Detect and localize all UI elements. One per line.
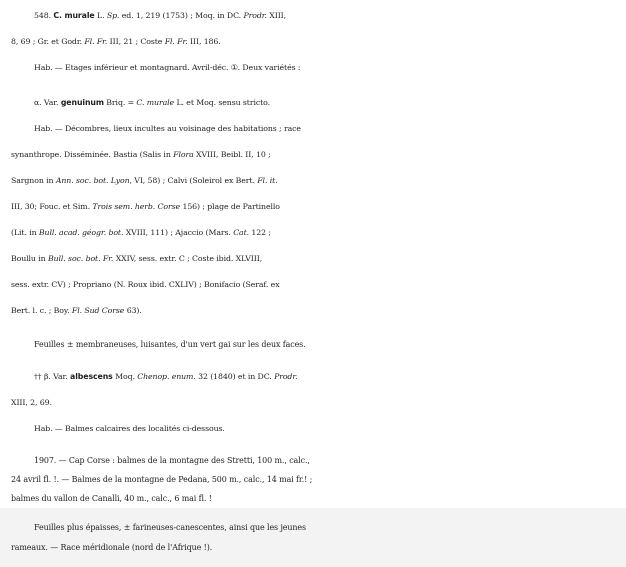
species-name: C. murale — [53, 11, 95, 20]
variety-alpha-text-line: (Lit. in Bull. acad. géogr. bot. XVIII, 111) ; Ajaccio (Mars. Cat. 122 ; — [11, 228, 271, 237]
variety-beta-heading: †† β. Var. albescens Moq. Chenop. enum. 32 (1840) et in DC. Prodr. — [34, 372, 298, 381]
variety-beta-note: Feuilles plus épaisses, ± farineuses-canescentes, ainsi que les jeunes — [34, 523, 306, 532]
footer-shade — [0, 508, 626, 567]
variety-beta-citation-line: XIII, 2, 69. — [11, 398, 52, 407]
entry-number: 548. — [34, 11, 51, 20]
variety-alpha-text-line: Sargnon in Ann. soc. bot. Lyon, VI, 58) ; Calvi (Soleirol ex Bert. Fl. it. — [11, 176, 278, 185]
variety-alpha-name: genuinum — [60, 98, 104, 107]
entry-heading: 548. C. murale L. Sp. ed. 1, 219 (1753) ; Moq. in DC. Prodr. XIII, — [34, 11, 287, 20]
variety-beta-note: rameaux. — Race méridionale (nord de l'Afrique !). — [11, 543, 213, 552]
variety-alpha-text-line: synanthrope. Disséminée. Bastia (Salis in Flora XVIII, Beibl. II, 10 ; — [11, 150, 271, 159]
variety-beta-record: 24 avril fl. !. — Balmes de la montagne de Pedana, 500 m., calc., 14 mai fr.! ; — [11, 475, 313, 484]
variety-alpha-habitat: Hab. — Décombres, lieux incultes au voisinage des habitations ; race — [34, 124, 301, 133]
variety-alpha-text-line: Boullu in Bull. soc. bot. Fr. XXIV, sess. extr. C ; Coste ibid. XLVIII, — [11, 254, 263, 263]
variety-beta-record: balmes du vallon de Canalli, 40 m., calc., 6 mai fl. ! — [11, 494, 212, 503]
variety-alpha-note: Feuilles ± membraneuses, luisantes, d'un vert gai sur les deux faces. — [34, 340, 306, 349]
entry-citation-line: 8, 69 ; Gr. et Godr. Fl. Fr. III, 21 ; Coste Fl. Fr. III, 186. — [11, 37, 221, 46]
variety-alpha-text-line: sess. extr. CV) ; Propriano (N. Roux ibid. CXLIV) ; Bonifacio (Seraf. ex — [11, 280, 280, 289]
variety-alpha-text-line: III, 30; Fouc. et Sim. Trois sem. herb. Corse 156) ; plage de Partinello — [11, 202, 280, 211]
variety-alpha-heading: α. Var. genuinum Briq. = C. murale L. et Moq. sensu stricto. — [34, 98, 270, 107]
entry-habitat: Hab. — Etages inférieur et montagnard. Avril-déc. ①. Deux variétés : — [34, 63, 301, 72]
variety-alpha-text-line: Bert. l. c. ; Boy. Fl. Sud Corse 63). — [11, 306, 142, 315]
variety-beta-habitat: Hab. — Balmes calcaires des localités ci-dessous. — [34, 424, 225, 433]
variety-beta-record: 1907. — Cap Corse : balmes de la montagne des Stretti, 100 m., calc., — [34, 456, 310, 465]
variety-beta-name: albescens — [70, 372, 113, 381]
